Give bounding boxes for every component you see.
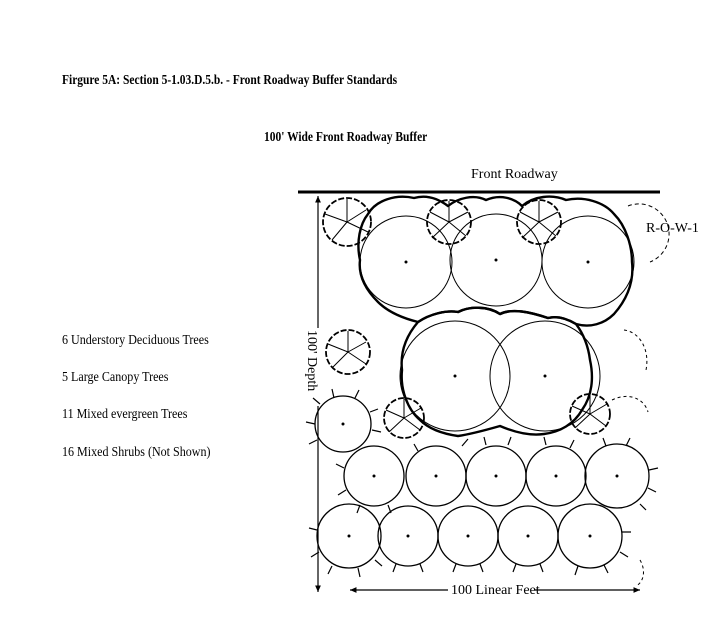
figure-subtitle: 100' Wide Front Roadway Buffer — [264, 130, 428, 145]
legend-understory-trees: 6 Understory Deciduous Trees — [62, 333, 209, 348]
understory-tree — [326, 330, 370, 374]
canopy-center — [454, 375, 457, 378]
evergreen-tree — [526, 437, 586, 506]
evergreen-tree — [498, 506, 558, 572]
evergreen-tree — [558, 504, 631, 575]
legend-shrubs: 16 Mixed Shrubs (Not Shown) — [62, 445, 211, 460]
right-edge-marks — [612, 330, 648, 586]
legend-evergreen-trees: 11 Mixed evergreen Trees — [62, 407, 188, 422]
understory-tree — [427, 200, 471, 244]
canopy-center — [405, 261, 408, 264]
front-roadway-label: Front Roadway — [471, 167, 558, 182]
evergreen-tree — [406, 439, 468, 506]
width-label: 100 Linear Feet — [451, 583, 540, 598]
legend-canopy-trees: 5 Large Canopy Trees — [62, 370, 169, 385]
evergreen-tree — [466, 437, 526, 506]
right-of-way-label: R-O-W-1 — [646, 221, 699, 236]
evergreen-trees — [306, 389, 658, 577]
canopy-center — [495, 259, 498, 262]
evergreen-tree — [585, 438, 658, 510]
understory-trees — [323, 198, 610, 438]
evergreen-tree — [309, 504, 382, 577]
canopy-center — [544, 375, 547, 378]
depth-label-group — [303, 328, 321, 406]
canopy-center — [587, 261, 590, 264]
figure-title: Firgure 5A: Section 5-1.03.D.5.b. - Front Roadway Buffer Standards — [62, 73, 398, 88]
evergreen-tree — [336, 446, 404, 513]
understory-tree — [517, 200, 561, 244]
evergreen-tree — [378, 506, 438, 572]
understory-tree — [570, 394, 610, 434]
depth-label: 100' Depth — [304, 330, 319, 392]
evergreen-tree — [438, 506, 498, 572]
